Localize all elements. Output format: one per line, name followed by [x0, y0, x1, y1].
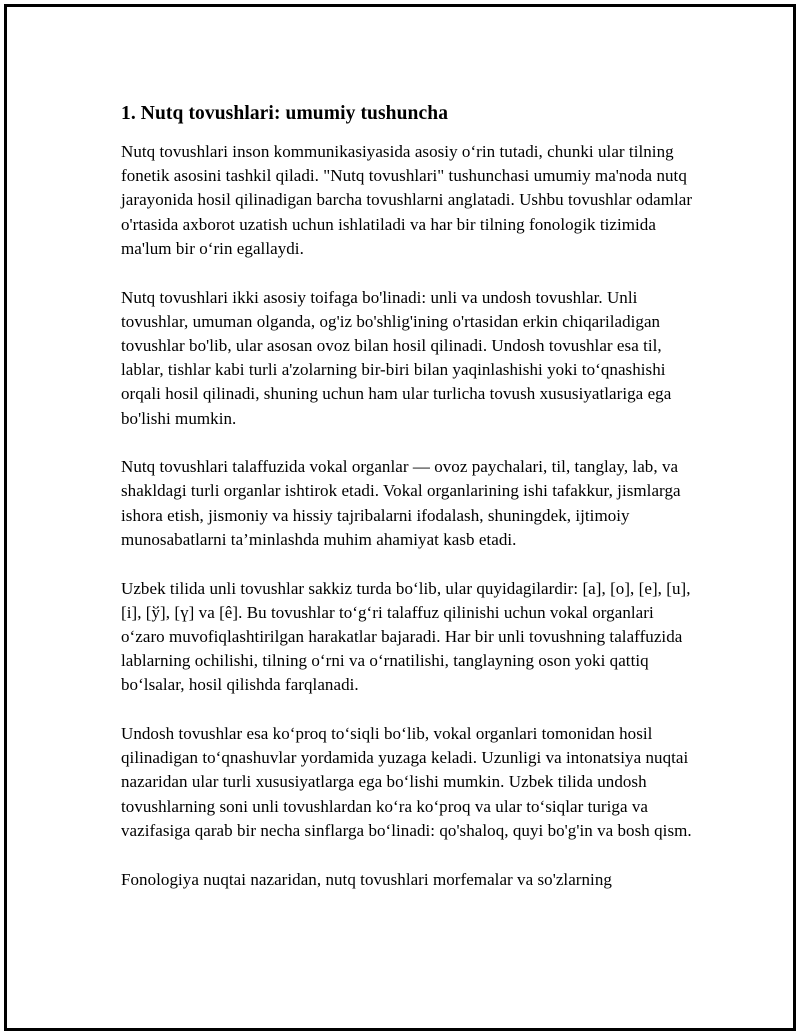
page-frame [4, 4, 796, 1031]
document-body [121, 102, 693, 916]
paragraph-3: Nutq tovushlari talaffuzida vokal organlar — ovoz paychalari, til, tanglay, lab, va shakldagi turli organlar ishtirok etadi. Vokal organlarining ishi tafakkur, jismlarga ishora etish, jismoniy va hissiy tajribalarni ifodalash, shuningdek, ijtimoiy munosabatlarni ta’minlashda muhim ahamiyat kasb etadi. [121, 457, 681, 549]
paragraph-1: Nutq tovushlari inson kommunikasiyasida asosiy o‘rin tutadi, chunki ular tilning fonetik asosini tashkil qiladi. "Nutq tovushlari" tushunchasi umumiy ma'noda nutq jarayonida hosil qilinadigan barcha tovushlarni anglatadi. Ushbu tovushlar odamlar o'rtasida axborot uzatish uchun ishlatiladi va har bir tilning fonologik tizimida ma'lum bir o‘rin egallaydi. [121, 142, 693, 258]
paragraph-5: Undosh tovushlar esa ko‘proq to‘siqli bo‘lib, vokal organlari tomonidan hosil qilinadigan to‘qnashuvlar yordamida yuzaga keladi. Uzunligi va intonatsiya nuqtai nazaridan ular turli xususiyatlarga ega bo‘lishi mumkin. Uzbek tilida undosh tovushlarning soni unli tovushlardan ko‘ra ko‘proq va ular to‘siqlar turiga va vazifasiga qarab bir necha sinflarga bo‘linadi: qo'shaloq, quyi bo'g'in va bosh qism. [121, 724, 692, 840]
paragraph-2: Nutq tovushlari ikki asosiy toifaga bo'linadi: unli va undosh tovushlar. Unli tovushlar, umuman olganda, og'iz bo'shlig'ining o'rtasidan erkin chiqariladigan tovushlar bo'lib, ular asosan ovoz bilan hosil qilinadi. Undosh tovushlar esa til, lablar, tishlar kabi turli a'zolarning bir-biri bilan yaqinlashishi yoki to‘qnashishi orqali hosil qilinadi, shuning uchun ham ular turlicha tovush xususiyatlariga ega bo'lishi mumkin. [121, 287, 672, 428]
section-title: 1. Nutq tovushlari: umumiy tushuncha [121, 103, 449, 124]
paragraph-6: Fonologiya nuqtai nazaridan, nutq tovushlari morfemalar va so'zlarning [121, 869, 612, 889]
paragraph-4: Uzbek tilida unli tovushlar sakkiz turda bo‘lib, ular quyidagilardir: [a], [o], [e], [u], [i], [ў], [ү] va [ê]. Bu tovushlar to‘g‘ri talaffuz qilinishi uchun vokal organlari o‘zaro muvofiqlashtirilgan harakatlar bajaradi. Har bir unli tovushning talaffuzida lablarning ochilishi, tilning o‘rni va o‘rnatilishi, tanglayning oson yoki qattiq bo‘lsalar, hosil qilishda farqlanadi. [121, 578, 691, 695]
